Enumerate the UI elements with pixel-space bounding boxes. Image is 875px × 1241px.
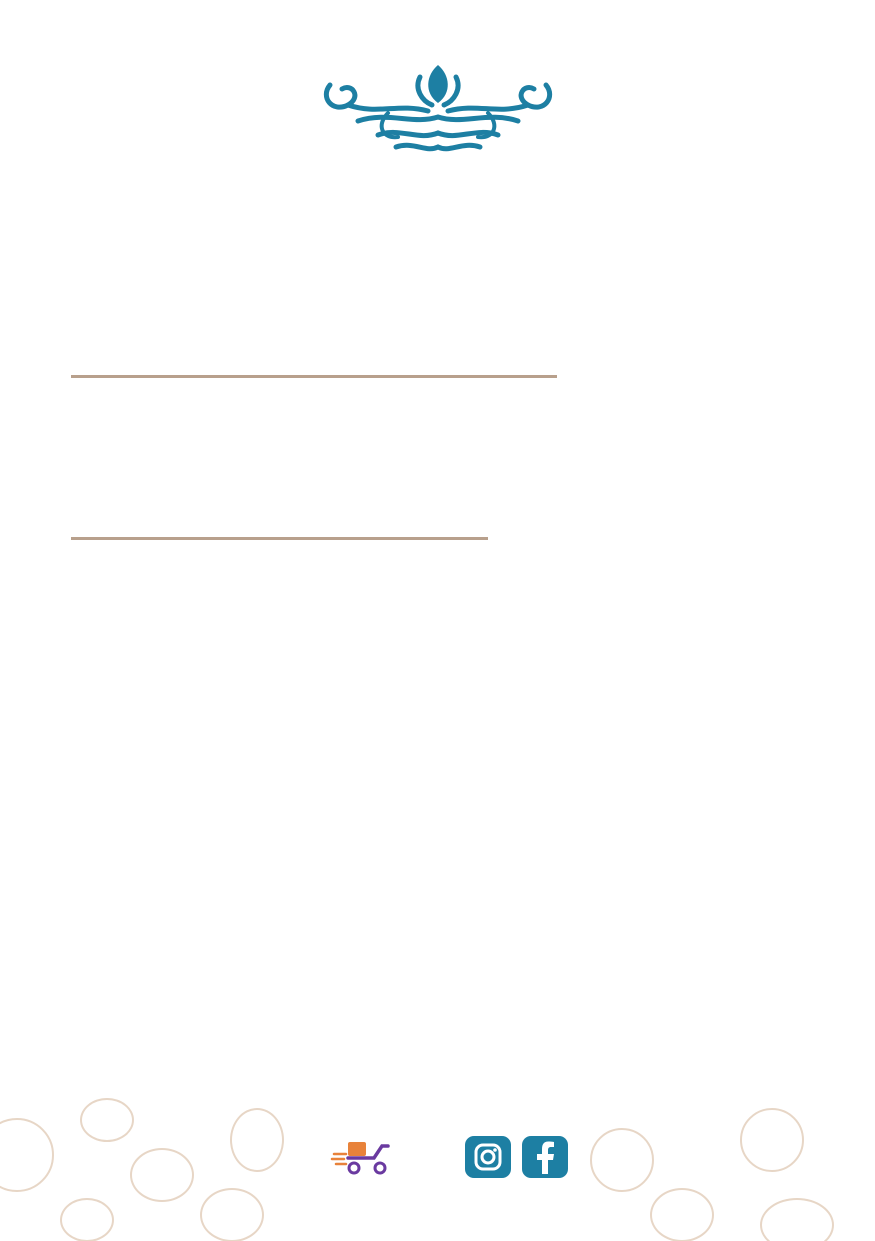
instagram-icon[interactable] (465, 1136, 511, 1178)
pizza-doodle (760, 1198, 834, 1241)
pizza-doodle (590, 1128, 654, 1192)
footer-doodles (0, 1088, 875, 1241)
pizza-doodle (0, 1118, 54, 1192)
pizza-doodle (230, 1108, 284, 1172)
pizza-doodle (650, 1188, 714, 1241)
facebook-icon[interactable] (522, 1136, 568, 1178)
pizze-header (59, 525, 488, 540)
pizza-doodle (60, 1198, 114, 1241)
tabernula-logo (318, 55, 558, 175)
pizza-doodle (740, 1108, 804, 1172)
fuddapp-scooter-icon (330, 1140, 400, 1176)
antipasti-header (59, 365, 557, 378)
antipasti-rule (71, 375, 557, 378)
pizza-doodle (130, 1148, 194, 1202)
pizze-rule (71, 537, 488, 540)
pizza-doodle (80, 1098, 134, 1142)
pizza-doodle (200, 1188, 264, 1241)
